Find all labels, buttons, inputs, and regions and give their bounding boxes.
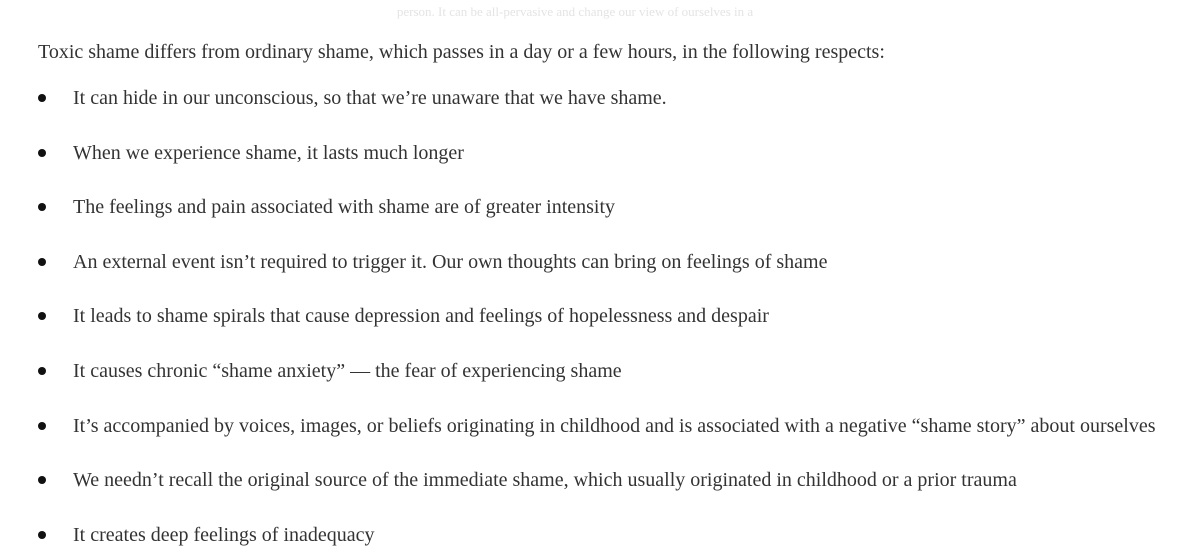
bullet-icon [38,476,46,484]
list-item-text: It creates deep feelings of inadequacy [73,523,375,546]
list-item-text: It can hide in our unconscious, so that we’re unaware that we have shame. [73,87,667,109]
faded-header-fragment: person. It can be all-pervasive and change our view of ourselves in a [396,4,754,19]
list-item-text: When we experience shame, it lasts much longer [73,141,464,164]
list-item-text: It causes chronic “shame anxiety” — the fear of experiencing shame [73,359,622,382]
bullet-icon [38,149,46,157]
bullet-icon [38,94,46,102]
list-item [38,139,1155,194]
list-item [38,357,1155,412]
bullet-list [38,84,1155,560]
bullet-icon [38,422,46,430]
list-item [38,412,1155,467]
list-item-text: It leads to shame spirals that cause depression and feelings of hopelessness and despair [73,305,769,328]
list-item-text: It’s accompanied by voices, images, or beliefs originating in childhood and is associated with a negative “shame story” about ourselves [73,414,1156,437]
intro-paragraph: Toxic shame differs from ordinary shame, which passes in a day or a few hours, in the following respects: [38,41,885,63]
list-item [38,466,1155,521]
list-item-text: We needn’t recall the original source of the immediate shame, which usually originated in childhood or a prior trauma [73,469,1017,492]
list-item [38,193,1155,248]
bullet-icon [38,312,46,320]
list-item [38,521,1155,560]
list-item-text: An external event isn’t required to trigger it. Our own thoughts can bring on feelings of shame [73,250,828,273]
bullet-icon [38,531,46,539]
list-item [38,302,1155,357]
list-item [38,84,1155,139]
list-item [38,248,1155,303]
bullet-icon [38,203,46,211]
list-item-text: The feelings and pain associated with shame are of greater intensity [73,196,616,219]
bullet-icon [38,258,46,266]
bullet-icon [38,367,46,375]
